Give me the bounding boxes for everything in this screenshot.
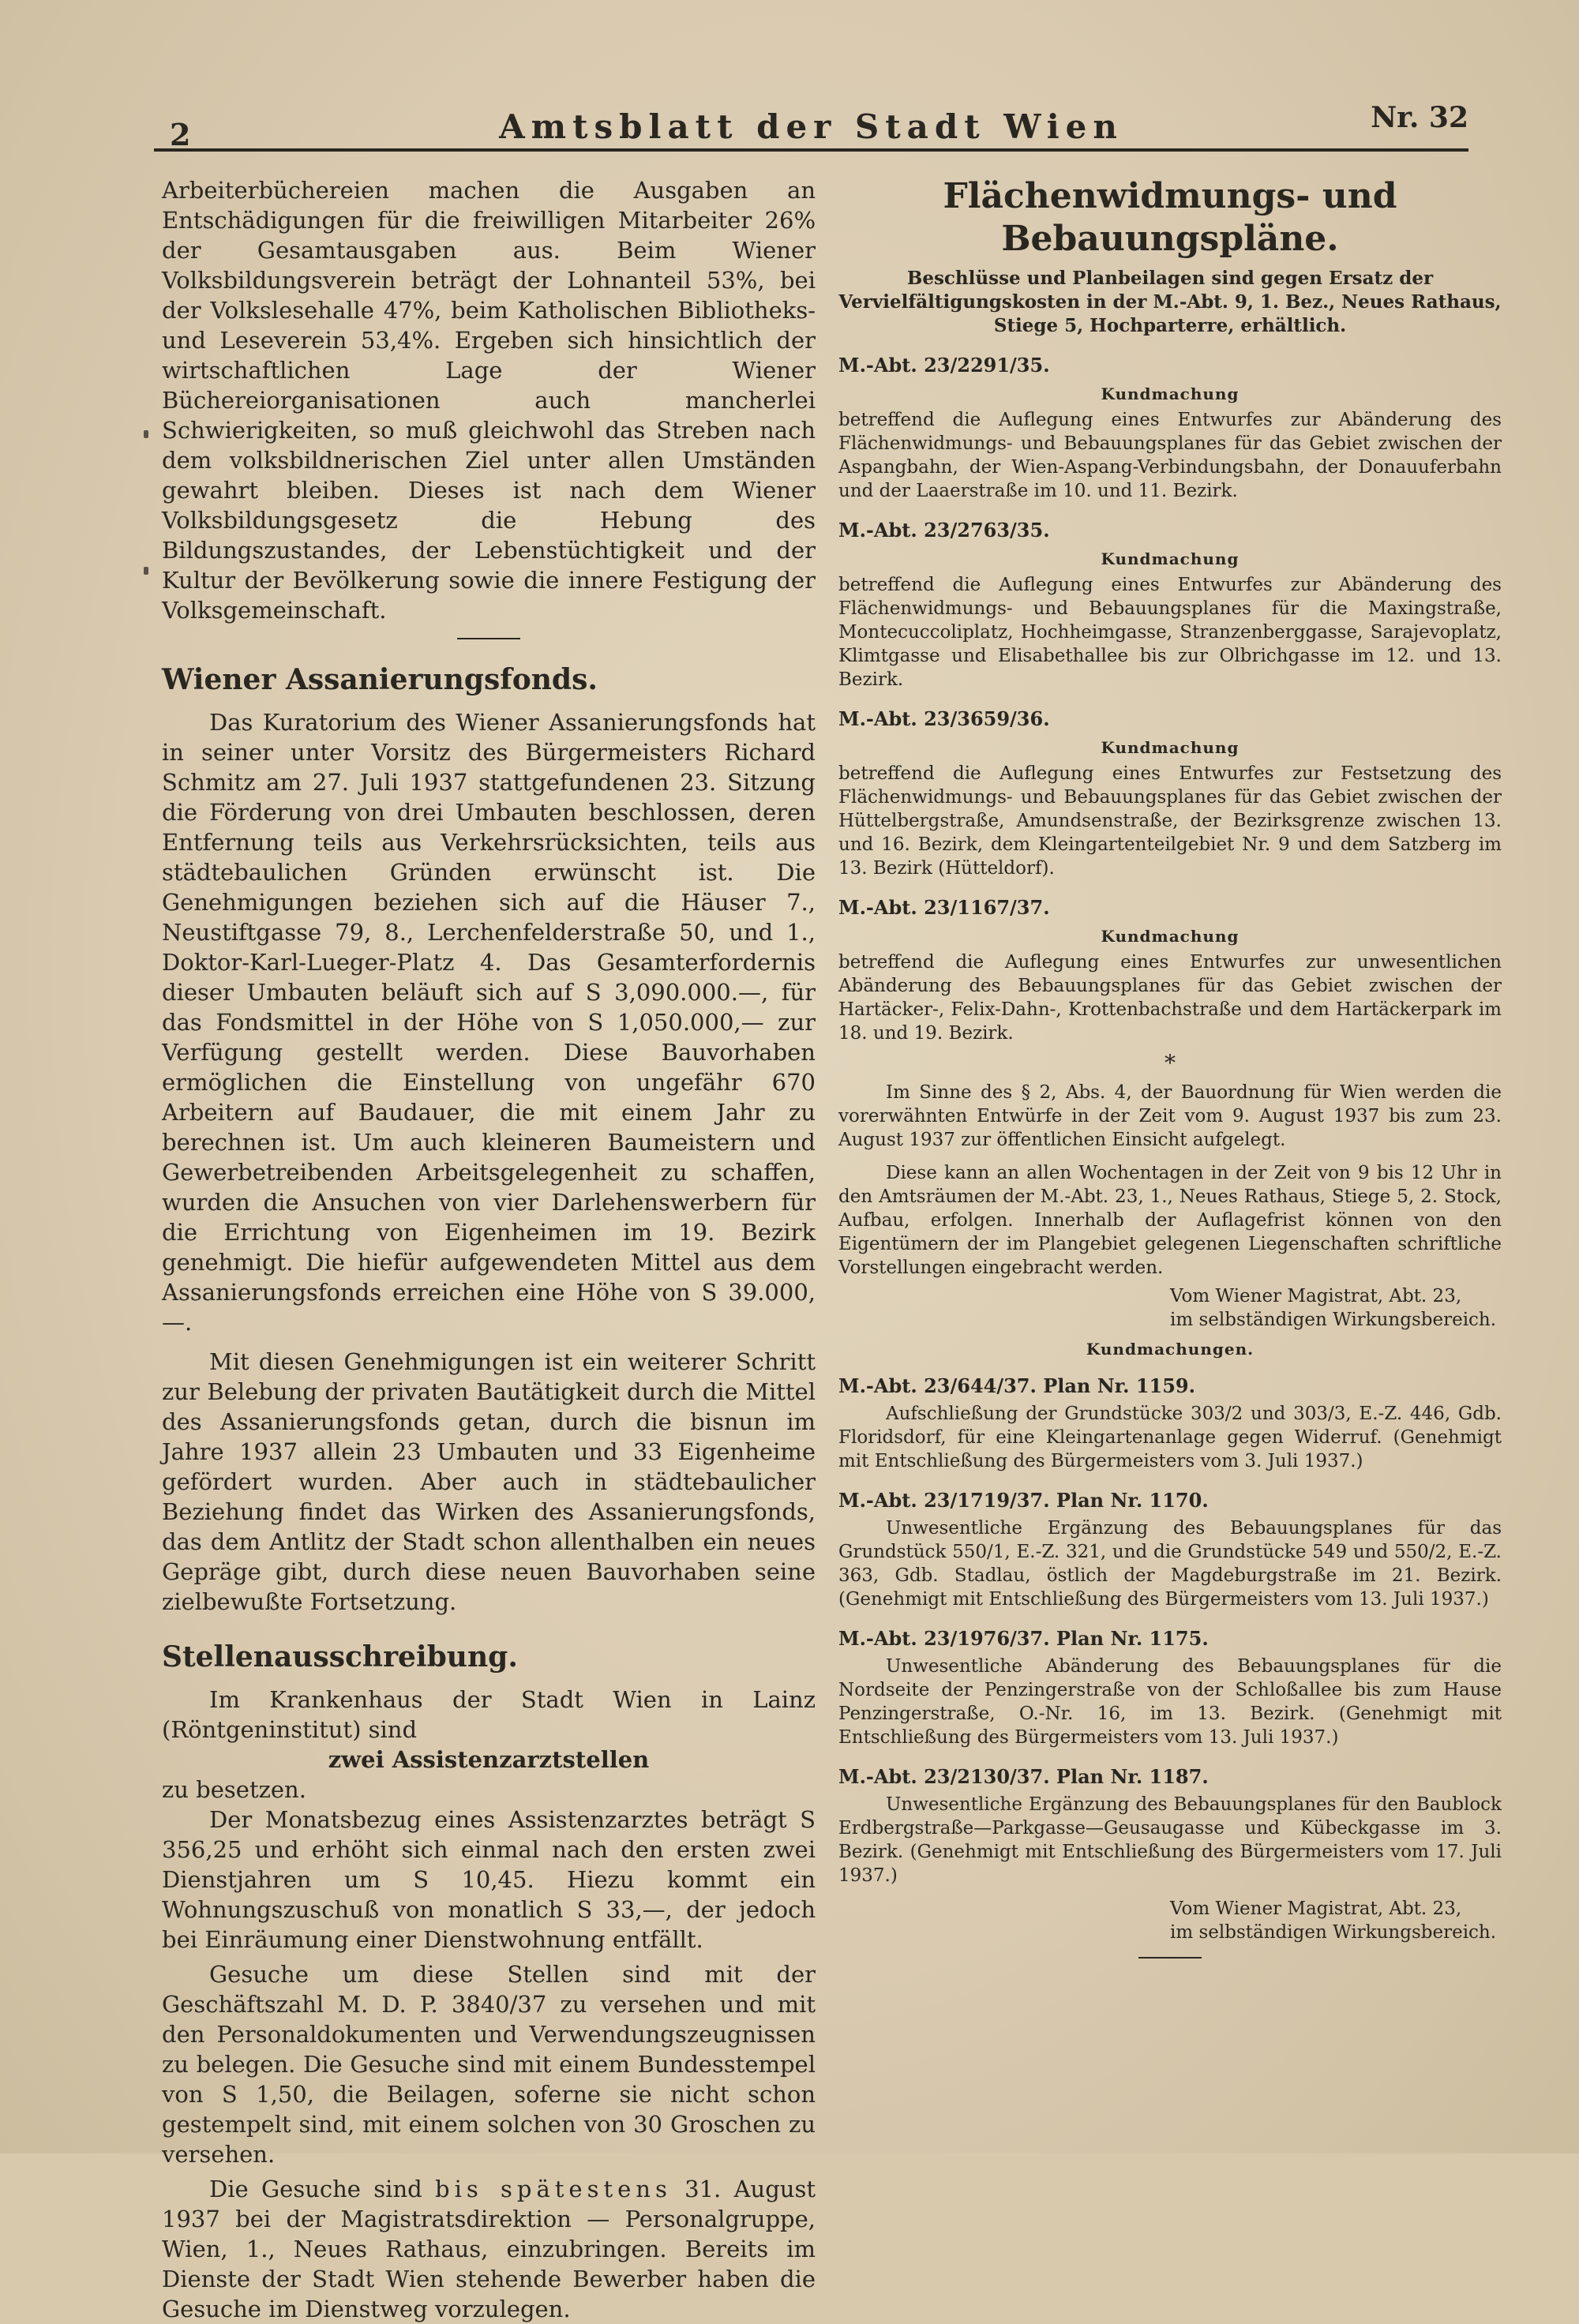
stellen-p4-end: 31. August 1937 bei der Magistratsdirektion — Personalgruppe, Wien, 1., Neues Rathaus, einzubringen. Bereits im Dienste der Stadt Wien stehende Bewerber haben die Gesuche im Dienstweg vorzulegen. — [162, 2176, 816, 2322]
entry-4-reference: M.-Abt. 23/1167/37. — [838, 896, 1050, 919]
kundmachungen-heading: Kundmachungen. — [1086, 1340, 1255, 1359]
stellen-p4-deadline-emphasis: bis spätestens — [435, 2176, 672, 2202]
page-header — [154, 101, 1468, 152]
assanierungsfonds-paragraph-1: Das Kuratorium des Wiener Assanierungsfonds hat in seiner unter Vorsitz des Bürgermeisters Richard Schmitz am 27. Juli 1937 stattgefundenen 23. Sitzung die Förderung von drei Umbauten beschlossen, deren Entfernung teils aus Verkehrsrücksichten, teils aus städtebaulichen Gründen erwünscht ist. Die Genehmigungen beziehen sich auf die Häuser 7., Neustiftgasse 79, 8., Lerchenfelderstraße 50, und 1., Doktor-Karl-Lueger-Platz 4. Das Gesamterfordernis dieser Umbauten beläuft sich auf S 3,090.000.—, für das Fondsmittel in der Höhe von S 1,050.000,— zur Verfügung gestellt werden. Diese Bauvorhaben ermöglichen die Einstellung von ungefähr 670 Arbeitern auf Baudauer, die mit einem Jahr zu berechnen ist. Um auch kleineren Baumeistern und Gewerbetreibenden Arbeitsgelegenheit zu schaffen, wurden die Ansuchen von vier Darlehenswerbern für die Errichtung von Eigenheimen im 19. Bezirk genehmigt. Die hiefür aufgewendeten Mittel aus dem Assanierungsfonds erreichen eine Höhe von S 39.000,—. — [162, 709, 816, 1336]
ink-speck — [144, 567, 148, 575]
stellen-paragraph-4 — [162, 2174, 816, 2324]
left-column — [162, 175, 816, 2324]
plan-1159-text: Aufschließung der Grundstücke 303/2 und 303/3, E.-Z. 446, Gdb. Floridsdorf, für eine Kleingartenanlage gegen Widerruf. (Genehmigt mit Entschließung des Bürgermeisters vom 3. Juli 1937.) — [838, 1404, 1502, 1471]
notice-paragraph-1: Im Sinne des § 2, Abs. 4, der Bauordnung für Wien werden die vorerwähnten Entwürfe in der Zeit vom 9. August 1937 bis zum 23. August 1937 zur öffentlichen Einsicht aufgelegt. — [838, 1082, 1502, 1150]
signature-1-line-2: im selbständigen Wirkungsbereich. — [1170, 1310, 1497, 1330]
header-rule — [154, 148, 1468, 152]
stellen-paragraph-1: Im Krankenhaus der Stadt Wien in Lainz (Röntgeninstitut) sind — [162, 1686, 816, 1743]
entry-1-kundmachung: Kundmachung — [1101, 384, 1240, 403]
ink-speck — [144, 430, 148, 438]
entry-2-text: betreffend die Auflegung eines Entwurfes zur Abänderung des Flächenwidmungs- und Bebauungsplanes für die Maxingstraße, Montecuccoliplatz, Hochheimgasse, Stranzenberggasse, Sarajevoplatz, Klimtgasse und Elisabethallee bis zur Olbrichgasse im 12. und 13. Bezirk. — [838, 575, 1502, 690]
stellen-position-title: zwei Assistenzarztstellen — [328, 1746, 650, 1773]
stellen-paragraph-1b: zu besetzen. — [162, 1776, 306, 1803]
right-column — [838, 175, 1502, 1971]
plan-1175-reference: M.-Abt. 23/1976/37. Plan Nr. 1175. — [838, 1627, 1209, 1650]
assanierungsfonds-paragraph-2: Mit diesen Genehmigungen ist ein weiterer Schritt zur Belebung der privaten Bautätigkeit durch die Mittel des Assanierungsfonds getan, durch die bisnun im Jahre 1937 allein 23 Umbauten und 33 Eigenheime gefördert wurden. Aber auch in städtebaulicher Beziehung findet das Wirken des Assanierungsfonds, das dem Antlitz der Stadt schon allenthalben ein neues Gepräge gibt, durch diese neuen Bauvorhaben seine zielbewußte Fortsetzung. — [162, 1348, 816, 1615]
entry-1-text: betreffend die Auflegung eines Entwurfes zur Abänderung des Flächenwidmungs- und Bebauungsplanes für das Gebiet zwischen der Aspangbahn, der Wien-Aspang-Verbindungsbahn, der Donauuferbahn und der Laaerstraße im 10. und 11. Bezirk. — [838, 410, 1502, 501]
entry-3-text: betreffend die Auflegung eines Entwurfes zur Festsetzung des Flächenwidmungs- und Bebauungsplanes für das Gebiet zwischen der Hüttelbergstraße, Amundsenstraße, der Bezirksgrenze zwischen 13. und 16. Bezirk, dem Kleingartenteilgebiet Nr. 9 und dem Satzberg im 13. Bezirk (Hütteldorf). — [838, 763, 1502, 879]
entry-1-reference: M.-Abt. 23/2291/35. — [838, 354, 1050, 377]
plan-1159-reference: M.-Abt. 23/644/37. Plan Nr. 1159. — [838, 1374, 1195, 1397]
plaene-heading: Flächenwidmungs- und Bebauungspläne. — [943, 176, 1397, 259]
separator — [457, 638, 520, 639]
entry-2-reference: M.-Abt. 23/2763/35. — [838, 519, 1050, 542]
issue-number: Nr. 32 — [1371, 101, 1468, 134]
entry-3-reference: M.-Abt. 23/3659/36. — [838, 707, 1050, 730]
page-number: 2 — [170, 117, 191, 152]
plan-1187-text: Unwesentliche Ergänzung des Bebauungsplanes für den Baublock Erdbergstraße—Parkgasse—Geusaugasse und Kübeckgasse im 3. Bezirk. (Genehmigt mit Entschließung des Bürgermeisters vom 17. Juli 1937.) — [838, 1794, 1502, 1886]
entry-4-text: betreffend die Auflegung eines Entwurfes zur unwesentlichen Abänderung des Bebauungsplanes für das Gebiet zwischen der Hartäcker-, Felix-Dahn-, Krottenbachstraße und dem Hartäckerpark im 18. und 19. Bezirk. — [838, 952, 1502, 1044]
signature-2-line-2: im selbständigen Wirkungsbereich. — [1170, 1922, 1497, 1943]
intro-paragraph: Arbeiterbüchereien machen die Ausgaben an Entschädigungen für die freiwilligen Mitarbeiter 26% der Gesamtausgaben aus. Beim Wiener Volksbildungsverein beträgt der Lohnanteil 53%, bei der Volkslesehalle 47%, beim Katholischen Bibliotheks- und Leseverein 53,4%. Ergeben sich hinsichtlich der wirtschaftlichen Lage der Wiener Büchereiorganisationen auch mancherlei Schwierigkeiten, so muß gleichwohl das Streben nach dem volksbildnerischen Ziel unter allen Umständen gewahrt bleiben. Dieses ist nach dem Wiener Volksbildungsgesetz die Hebung des Bildungszustandes, der Lebenstüchtigkeit und der Kultur der Bevölkerung sowie die innere Festigung der Volksgemeinschaft. — [162, 177, 816, 624]
notice-paragraph-2: Diese kann an allen Wochentagen in der Zeit von 9 bis 12 Uhr in den Amtsräumen der M.-Abt. 23, 1., Neues Rathaus, Stiege 5, 2. Stock, Aufbau, erfolgen. Innerhalb der Auflagefrist können von den Eigentümern der im Plangebiet gelegenen Liegenschaften schriftliche Vorstellungen eingebracht werden. — [838, 1163, 1502, 1278]
stellenausschreibung-heading: Stellenausschreibung. — [162, 1640, 518, 1674]
entry-4-kundmachung: Kundmachung — [1101, 927, 1240, 946]
plan-1170-text: Unwesentliche Ergänzung des Bebauungsplanes für das Grundstück 550/1, E.-Z. 321, und die Grundstücke 549 und 550/2, E.-Z. 363, Gdb. Stadlau, östlich der Magdeburgstraße im 21. Bezirk. (Genehmigt mit Entschließung des Bürgermeisters vom 13. Juli 1937.) — [838, 1518, 1502, 1610]
signature-2-line-1: Vom Wiener Magistrat, Abt. 23, — [1170, 1899, 1462, 1919]
stellen-p4-start: Die Gesuche sind — [209, 2176, 422, 2202]
closing-separator — [1138, 1957, 1202, 1959]
signature-1-line-1: Vom Wiener Magistrat, Abt. 23, — [1170, 1286, 1462, 1306]
asterisk-divider: * — [1165, 1050, 1176, 1076]
stellen-paragraph-2: Der Monatsbezug eines Assistenzarztes beträgt S 356,25 und erhöht sich einmal nach den ersten zwei Dienstjahren um S 10,45. Hiezu kommt ein Wohnungszuschuß von monatlich S 33,—, der jedoch bei Einräumung einer Dienstwohnung entfällt. — [162, 1806, 816, 1953]
stellen-paragraph-3: Gesuche um diese Stellen sind mit der Geschäftszahl M. D. P. 3840/37 zu versehen und mit den Personaldokumenten und Verwendungszeugnissen zu belegen. Die Gesuche sind mit einem Bundesstempel von S 1,50, die Beilagen, soferne sie nicht schon gestempelt sind, mit einem solchen von 30 Groschen zu versehen. — [162, 1961, 816, 2168]
entry-3-kundmachung: Kundmachung — [1101, 738, 1240, 757]
entry-2-kundmachung: Kundmachung — [1101, 549, 1240, 568]
paper-title: Amtsblatt der Stadt Wien — [499, 107, 1123, 146]
plan-1187-reference: M.-Abt. 23/2130/37. Plan Nr. 1187. — [838, 1765, 1209, 1788]
plan-1170-reference: M.-Abt. 23/1719/37. Plan Nr. 1170. — [838, 1489, 1209, 1512]
assanierungsfonds-heading: Wiener Assanierungsfonds. — [162, 663, 598, 696]
plaene-subheading: Beschlüsse und Planbeilagen sind gegen Ersatz der Vervielfältigungskosten in der M.-Abt. 9, 1. Bez., Neues Rathaus, Stiege 5, Hochparterre, erhältlich. — [838, 268, 1502, 336]
plan-1175-text: Unwesentliche Abänderung des Bebauungsplanes für die Nordseite der Penzingerstraße von der Schloßallee bis zum Hause Penzingerstraße, O.-Nr. 16, im 13. Bezirk. (Genehmigt mit Entschließung des Bürgermeisters vom 13. Juli 1937.) — [838, 1656, 1502, 1748]
